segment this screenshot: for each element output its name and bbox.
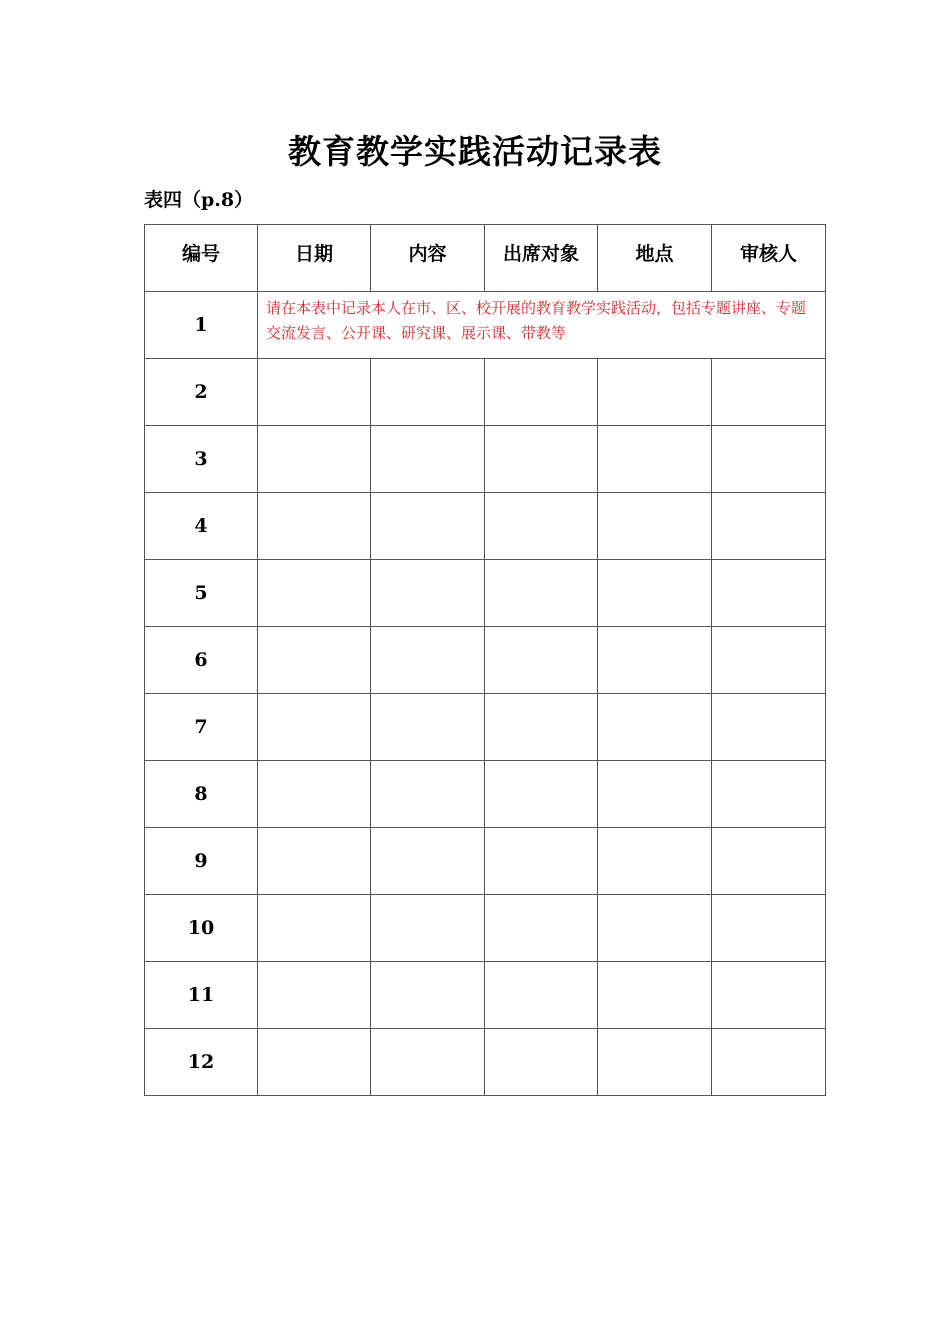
date-cell[interactable] xyxy=(258,359,371,426)
row-number: 3 xyxy=(145,426,258,493)
table-row xyxy=(145,828,826,895)
row-number: 5 xyxy=(145,560,258,627)
header-reviewer: 审核人 xyxy=(712,225,826,292)
header-row xyxy=(145,225,826,292)
attendees-cell[interactable] xyxy=(485,962,598,1029)
date-cell[interactable] xyxy=(258,761,371,828)
date-cell[interactable] xyxy=(258,493,371,560)
row-number: 12 xyxy=(145,1029,258,1096)
reviewer-cell[interactable] xyxy=(712,426,826,493)
header-attendees: 出席对象 xyxy=(485,225,598,292)
location-cell[interactable] xyxy=(598,694,712,761)
location-cell[interactable] xyxy=(598,627,712,694)
table-row xyxy=(145,426,826,493)
table-row xyxy=(145,962,826,1029)
table-row xyxy=(145,560,826,627)
date-cell[interactable] xyxy=(258,694,371,761)
date-cell[interactable] xyxy=(258,962,371,1029)
table-row xyxy=(145,761,826,828)
content-cell[interactable] xyxy=(371,1029,485,1096)
page-title: 教育教学实践活动记录表 xyxy=(288,132,662,171)
row-number: 10 xyxy=(145,895,258,962)
table-row xyxy=(145,895,826,962)
attendees-cell[interactable] xyxy=(485,627,598,694)
attendees-cell[interactable] xyxy=(485,426,598,493)
date-cell[interactable] xyxy=(258,895,371,962)
location-cell[interactable] xyxy=(598,1029,712,1096)
reviewer-cell[interactable] xyxy=(712,560,826,627)
date-cell[interactable] xyxy=(258,560,371,627)
attendees-cell[interactable] xyxy=(485,828,598,895)
row-number: 7 xyxy=(145,694,258,761)
content-cell[interactable] xyxy=(371,962,485,1029)
content-cell[interactable] xyxy=(371,627,485,694)
content-cell[interactable] xyxy=(371,426,485,493)
content-cell[interactable] xyxy=(371,359,485,426)
content-cell[interactable] xyxy=(371,694,485,761)
location-cell[interactable] xyxy=(598,493,712,560)
date-cell[interactable] xyxy=(258,828,371,895)
instruction-text[interactable]: 请在本表中记录本人在市、区、校开展的教育教学实践活动，包括专题讲座、专题交流发言、公开课、研究课、展示课、带教等 xyxy=(258,292,826,359)
location-cell[interactable] xyxy=(598,761,712,828)
row-number: 1 xyxy=(145,292,258,359)
table-row xyxy=(145,1029,826,1096)
attendees-cell[interactable] xyxy=(485,560,598,627)
location-cell[interactable] xyxy=(598,962,712,1029)
record-table xyxy=(144,224,826,1096)
reviewer-cell[interactable] xyxy=(712,761,826,828)
attendees-cell[interactable] xyxy=(485,694,598,761)
reviewer-cell[interactable] xyxy=(712,359,826,426)
content-cell[interactable] xyxy=(371,560,485,627)
location-cell[interactable] xyxy=(598,560,712,627)
attendees-cell[interactable] xyxy=(485,493,598,560)
row-number: 11 xyxy=(145,962,258,1029)
row-number: 6 xyxy=(145,627,258,694)
reviewer-cell[interactable] xyxy=(712,493,826,560)
attendees-cell[interactable] xyxy=(485,359,598,426)
reviewer-cell[interactable] xyxy=(712,627,826,694)
content-cell[interactable] xyxy=(371,761,485,828)
location-cell[interactable] xyxy=(598,426,712,493)
header-number: 编号 xyxy=(145,225,258,292)
header-date: 日期 xyxy=(258,225,371,292)
reviewer-cell[interactable] xyxy=(712,962,826,1029)
table-row xyxy=(145,627,826,694)
table-row xyxy=(145,493,826,560)
content-cell[interactable] xyxy=(371,828,485,895)
content-cell[interactable] xyxy=(371,895,485,962)
row-number: 4 xyxy=(145,493,258,560)
date-cell[interactable] xyxy=(258,627,371,694)
location-cell[interactable] xyxy=(598,895,712,962)
attendees-cell[interactable] xyxy=(485,761,598,828)
reviewer-cell[interactable] xyxy=(712,694,826,761)
row-number: 8 xyxy=(145,761,258,828)
table-row xyxy=(145,359,826,426)
reviewer-cell[interactable] xyxy=(712,828,826,895)
header-content: 内容 xyxy=(371,225,485,292)
row-number: 9 xyxy=(145,828,258,895)
reviewer-cell[interactable] xyxy=(712,895,826,962)
header-location: 地点 xyxy=(598,225,712,292)
content-cell[interactable] xyxy=(371,493,485,560)
location-cell[interactable] xyxy=(598,828,712,895)
attendees-cell[interactable] xyxy=(485,895,598,962)
date-cell[interactable] xyxy=(258,1029,371,1096)
table-row xyxy=(145,694,826,761)
location-cell[interactable] xyxy=(598,359,712,426)
table-row xyxy=(145,292,826,359)
row-number: 2 xyxy=(145,359,258,426)
table-label: 表四（p.8） xyxy=(144,189,254,211)
attendees-cell[interactable] xyxy=(485,1029,598,1096)
reviewer-cell[interactable] xyxy=(712,1029,826,1096)
date-cell[interactable] xyxy=(258,426,371,493)
